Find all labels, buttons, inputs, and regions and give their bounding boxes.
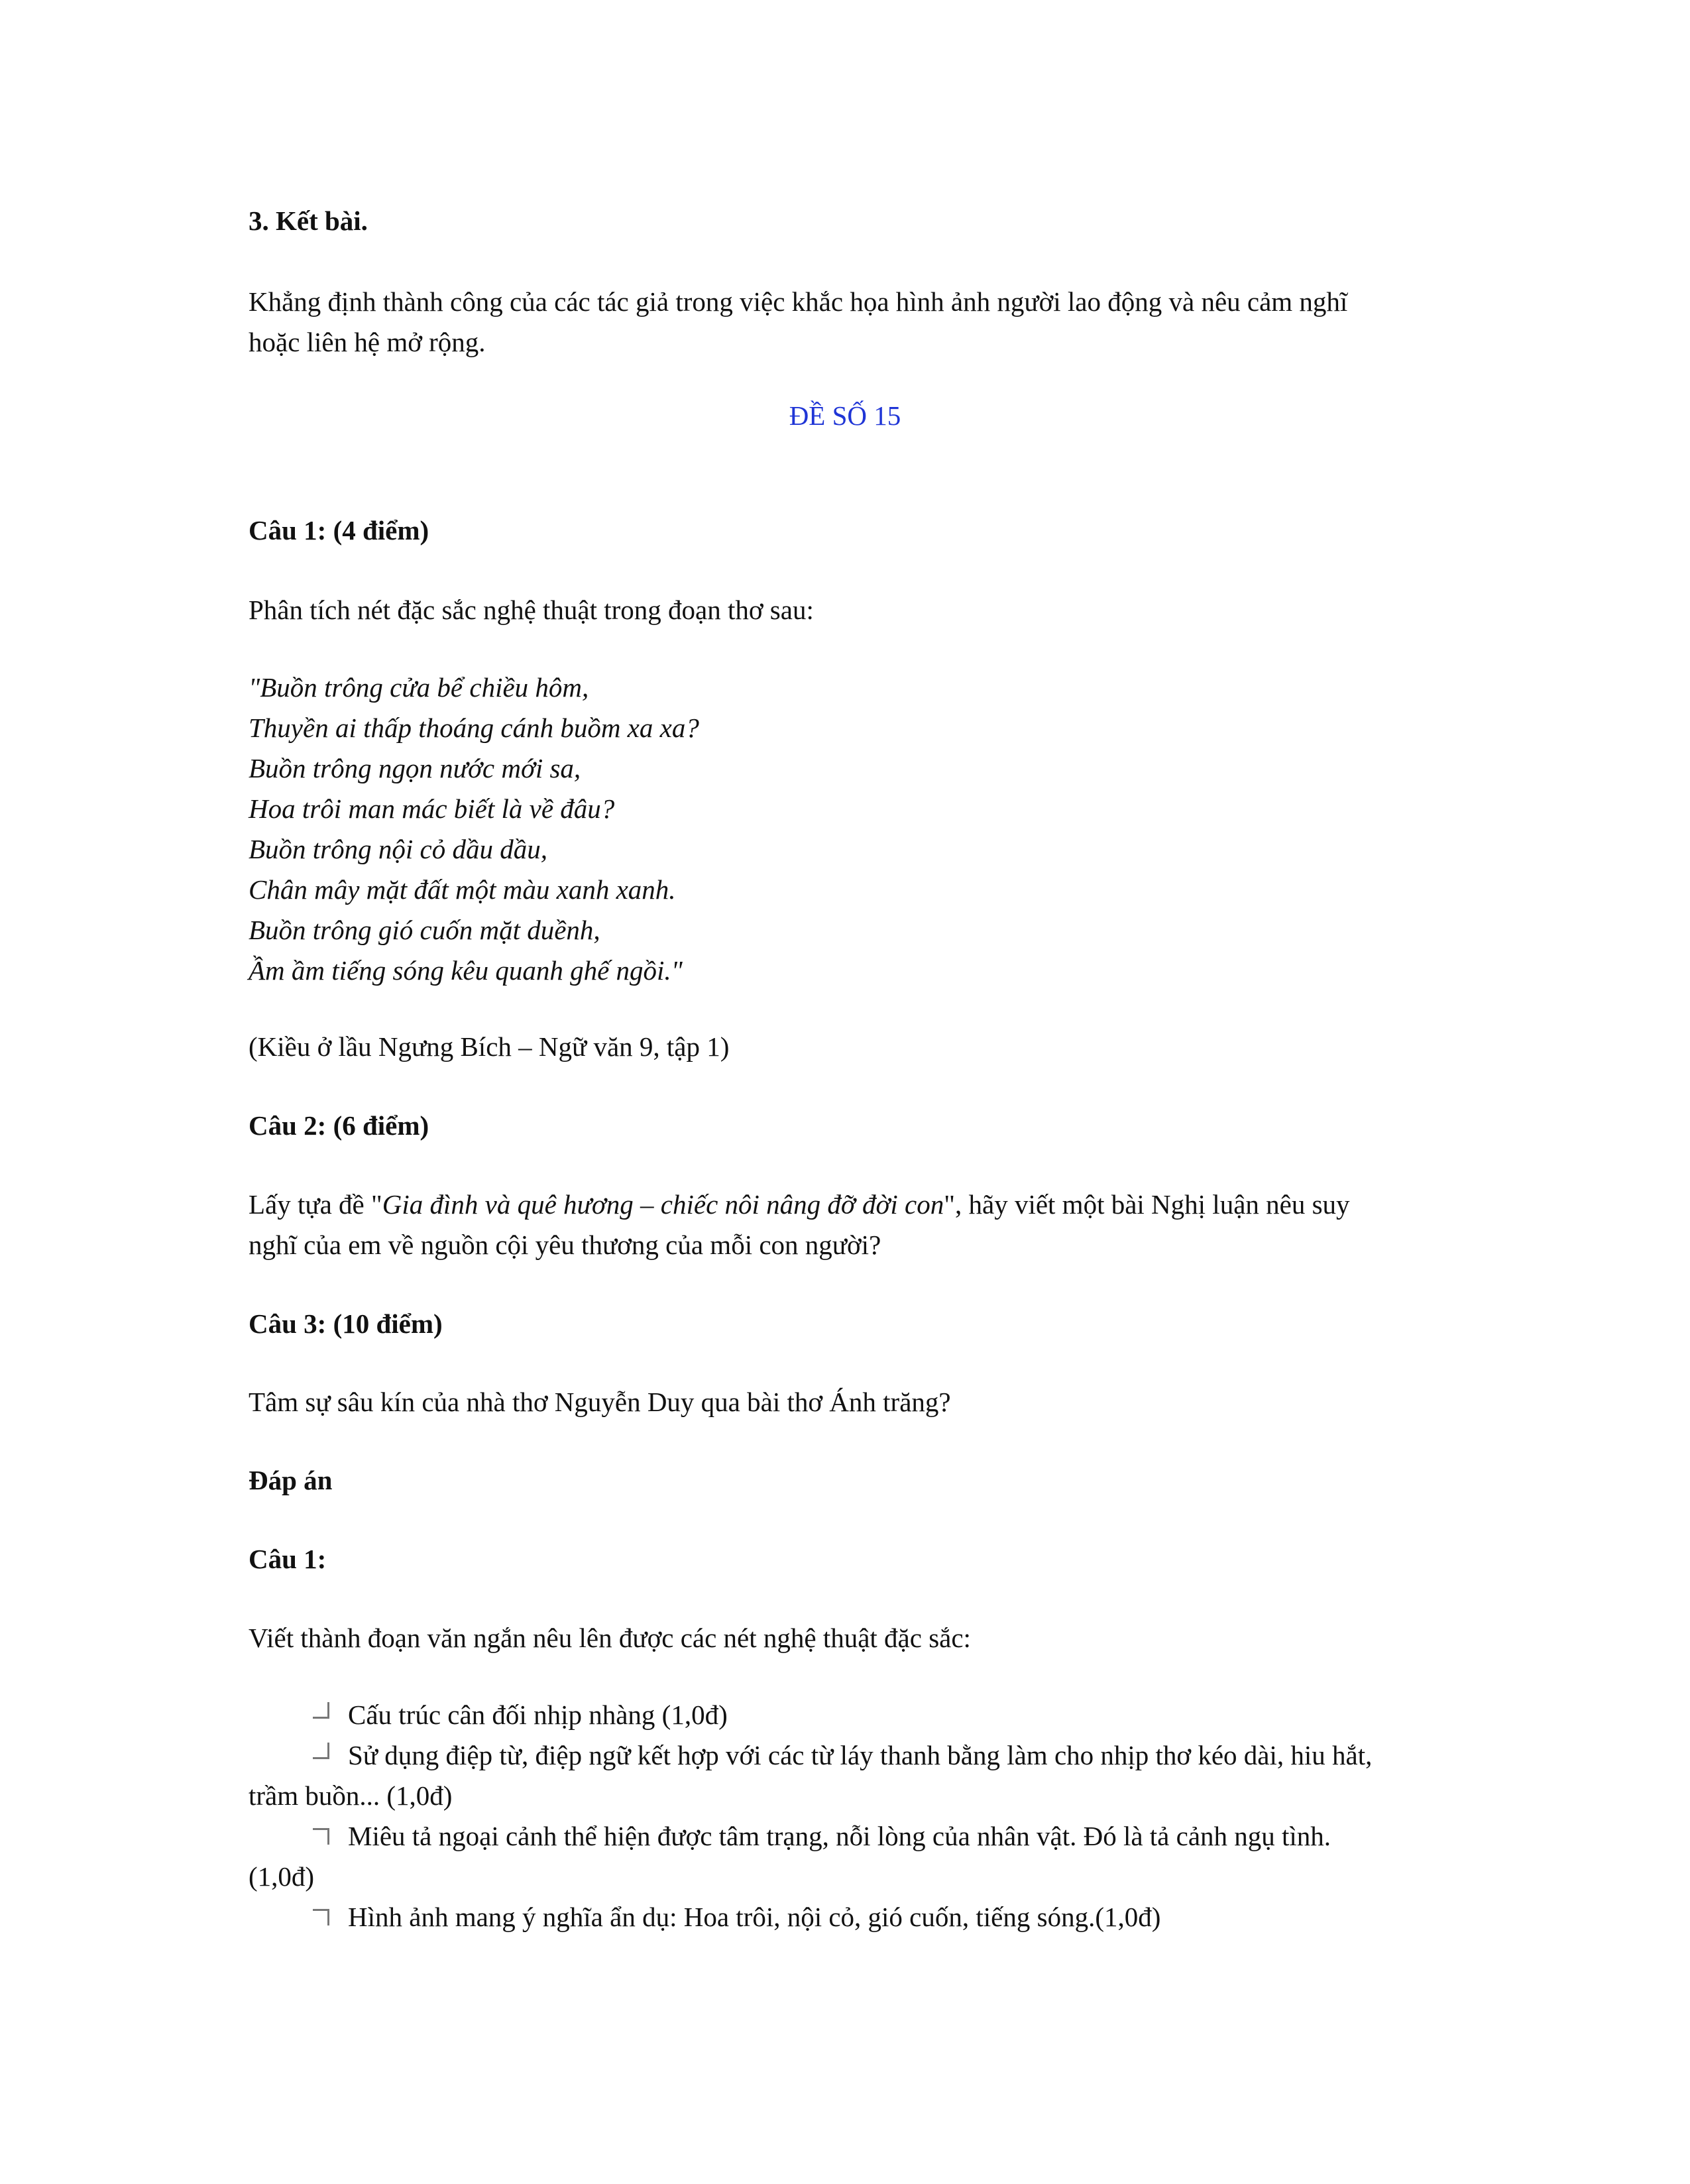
poem-line: Thuyền ai thấp thoáng cánh buồm xa xa? <box>249 713 699 743</box>
answer-intro: Viết thành đoạn văn ngắn nêu lên được các nét nghệ thuật đặc sắc: <box>249 1623 971 1653</box>
poem-line: Ầm ầm tiếng sóng kêu quanh ghế ngồi." <box>249 955 683 986</box>
poem-line: Buồn trông gió cuốn mặt duềnh, <box>249 915 600 945</box>
answer-bullet-2-line-1: Sử dụng điệp từ, điệp ngữ kết hợp với các từ láy thanh bằng làm cho nhịp thơ kéo dài, hiu hắt, <box>348 1740 1373 1770</box>
question-2-pre: Lấy tựa đề " <box>249 1189 382 1220</box>
answer-bullet-4: Hình ảnh mang ý nghĩa ẩn dụ: Hoa trôi, nội cỏ, gió cuốn, tiếng sóng.(1,0đ) <box>348 1902 1161 1932</box>
answer-heading: Đáp án <box>249 1465 333 1495</box>
ket-bai-paragraph-line-1: Khẳng định thành công của các tác giả trong việc khắc họa hình ảnh người lao động và nêu cảm nghĩ <box>249 286 1348 317</box>
poem-line: Buồn trông nội cỏ dầu dầu, <box>249 834 547 864</box>
answer-bullet-2-line-2: trầm buồn... (1,0đ) <box>249 1780 453 1811</box>
question-2-line-1 <box>249 1184 1441 1225</box>
poem-line: Hoa trôi man mác biết là về đâu? <box>249 793 615 824</box>
poem-line: Buồn trông ngọn nước mới sa, <box>249 753 581 783</box>
poem-line: "Buồn trông cửa bể chiều hôm, <box>249 672 589 703</box>
answer-question-1-heading: Câu 1: <box>249 1544 327 1574</box>
question-2-line-2: nghĩ của em về nguồn cội yêu thương của mỗi con người? <box>249 1230 881 1260</box>
bullet-mark <box>313 1909 329 1925</box>
bullet-mark <box>313 1702 329 1719</box>
bullet-mark <box>313 1743 329 1759</box>
question-3-text: Tâm sự sâu kín của nhà thơ Nguyễn Duy qua bài thơ Ánh trăng? <box>249 1387 951 1417</box>
bullet-mark <box>313 1828 329 1845</box>
answer-bullet-3-line-1: Miêu tả ngoại cảnh thể hiện được tâm trạng, nỗi lòng của nhân vật. Đó là tả cảnh ngụ tình. <box>348 1821 1331 1851</box>
poem-source: (Kiều ở lầu Ngưng Bích – Ngữ văn 9, tập 1) <box>249 1031 730 1062</box>
answer-bullet-1: Cấu trúc cân đối nhịp nhàng (1,0đ) <box>348 1699 728 1730</box>
question-2-title-italic: Gia đình và quê hương – chiếc nôi nâng đỡ đời con <box>382 1189 944 1220</box>
question-2-post: ", hãy viết một bài Nghị luận nêu suy <box>944 1189 1350 1220</box>
ket-bai-paragraph-line-2: hoặc liên hệ mở rộng. <box>249 327 486 357</box>
question-1-heading: Câu 1: (4 điểm) <box>249 515 429 546</box>
poem-line: Chân mây mặt đất một màu xanh xanh. <box>249 874 676 905</box>
exam-number-title: ĐỀ SỐ 15 <box>789 400 901 431</box>
question-1-prompt: Phân tích nét đặc sắc nghệ thuật trong đoạn thơ sau: <box>249 595 814 625</box>
answer-bullet-3-line-2: (1,0đ) <box>249 1861 315 1892</box>
ket-bai-heading: 3. Kết bài. <box>249 205 368 236</box>
question-3-heading: Câu 3: (10 điểm) <box>249 1308 443 1339</box>
question-2-heading: Câu 2: (6 điểm) <box>249 1110 429 1141</box>
